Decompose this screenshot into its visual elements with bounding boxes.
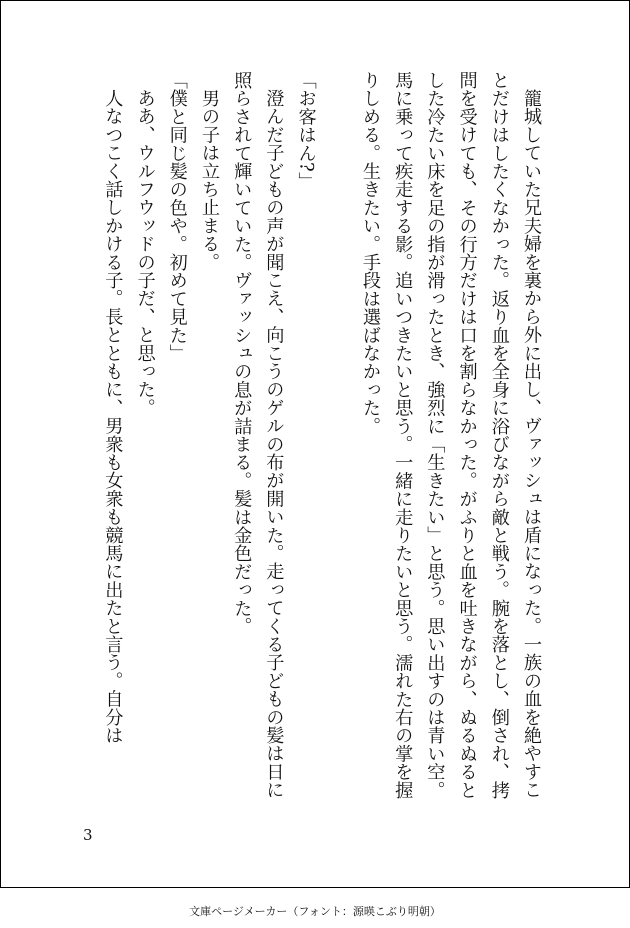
footer-credit: 文庫ページメーカー（フォント：源暎こぶり明朝） xyxy=(189,905,441,918)
paragraph-friendly-child: 人なつこく話しかける子。長とともに、男衆も女衆も競馬に出たと言う。自分は xyxy=(102,89,124,745)
novel-text-body xyxy=(96,71,547,801)
page-number: 3 xyxy=(83,826,93,844)
paragraph-escape: 籠城していた兄夫婦を裏から外に出し、ヴァッシュは盾になった。一族の血を絶やすことだけはしたくなかった。返り血を全身に浴びながら敵と戦う。腕を落とし、倒され、拷問を受けても、その行方だけは口を割らなかった。がふりと血を吐きながら、ぬるぬるとした冷たい床を足の指が滑ったとき、強烈に「生きたい」と思う。思い出すのは青い空。馬に乗って疾走する影。追いつきたいと思う。一緒に走りたいと思う。濡れた右の掌を握りしめる。生きたい。手段は選ばなかった。 xyxy=(359,71,542,799)
paragraph-boy-stops: 男の子は立ち止まる。 xyxy=(198,89,220,272)
paragraph-wolfwood-child: ああ、ウルフウッドの子だ、と思った。 xyxy=(134,89,156,417)
dialogue-guest: 「お客はん?」 xyxy=(295,71,317,190)
paragraph-child-voice: 澄んだ子どもの声が聞こえ、向こうのゲルの布が開いた。走ってくる子どもの髪は日に照らされて輝いていた。ヴァッシュの息が詰まる。髪は金色だった。 xyxy=(231,71,285,799)
blank-line xyxy=(322,71,354,801)
dialogue-same-hair: 「僕と同じ髪の色や。初めて見た」 xyxy=(166,71,188,363)
